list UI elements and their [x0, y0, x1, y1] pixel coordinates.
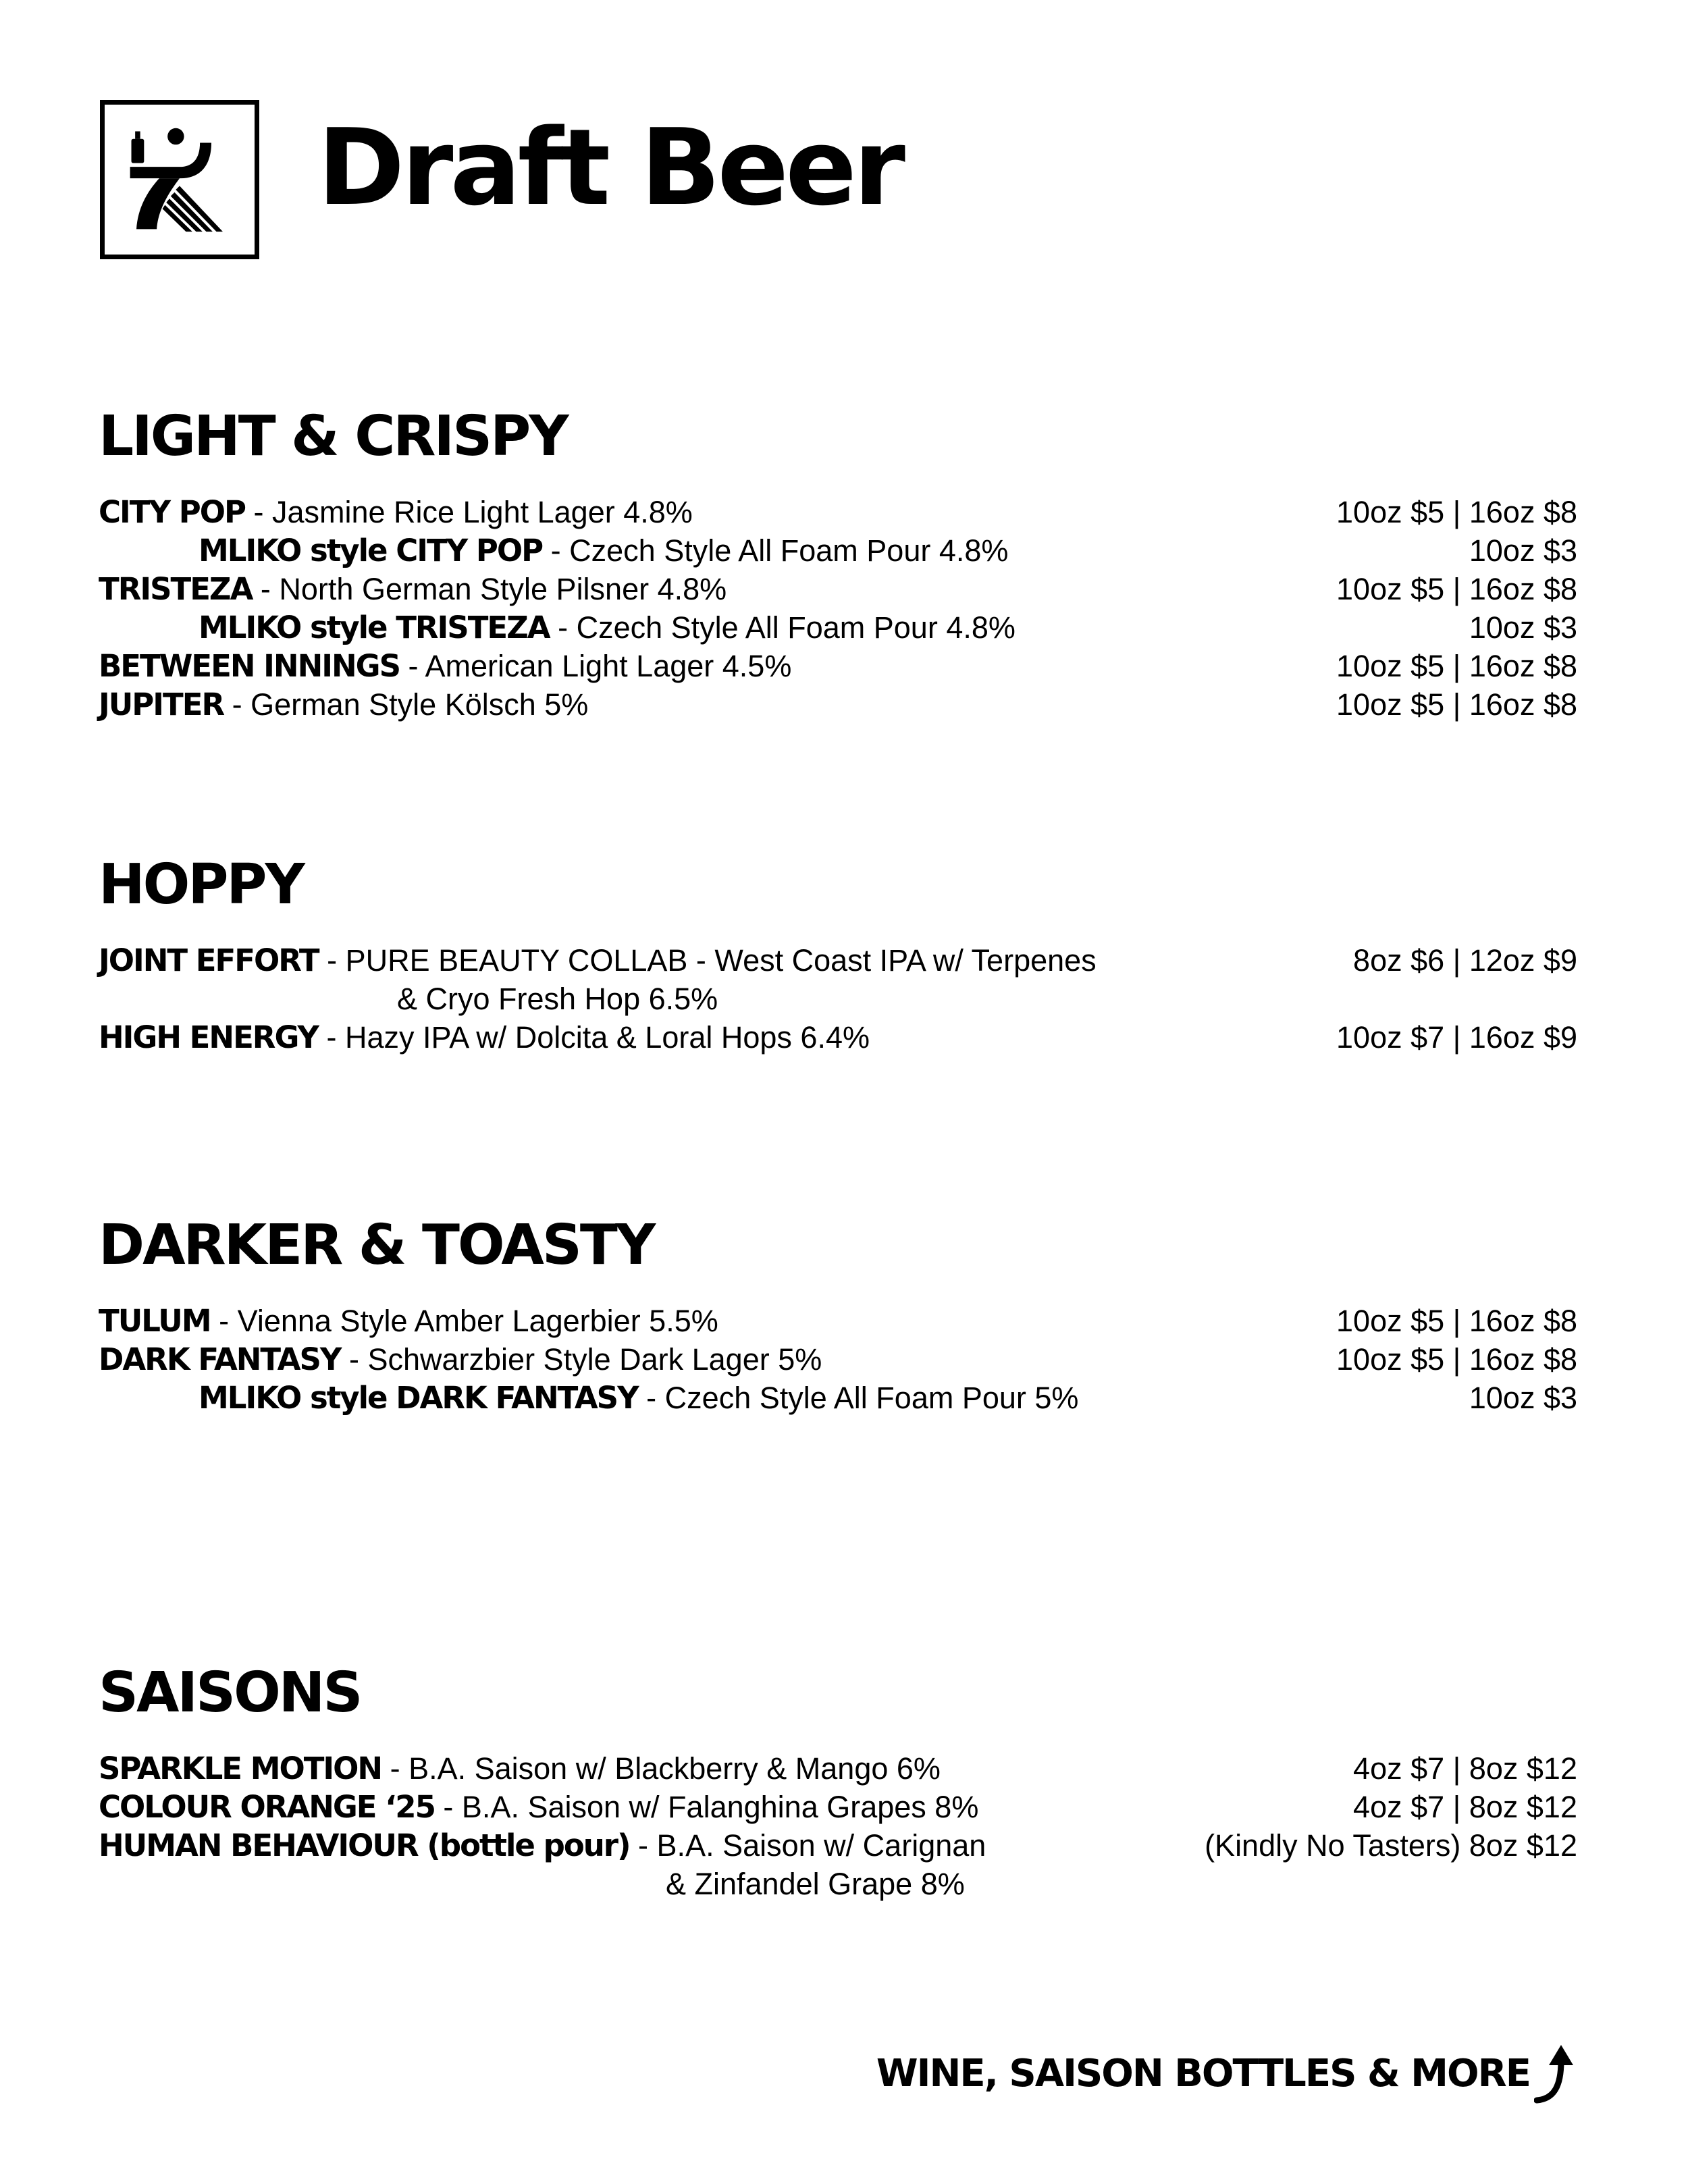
item-description: Schwarzbier Style Dark Lager 5% [367, 1342, 822, 1377]
item-separator: - [400, 649, 425, 683]
menu-item [99, 685, 1577, 724]
menu-item [99, 1788, 1577, 1826]
item-separator: - [549, 610, 577, 645]
item-price: 10oz $5 | 16oz $8 [1336, 495, 1577, 529]
item-name: MLIKO style TRISTEZA [199, 610, 550, 645]
menu-item [99, 1018, 1577, 1057]
item-price: 10oz $5 | 16oz $8 [1336, 572, 1577, 606]
item-name: TULUM [99, 1303, 211, 1339]
bartender-figure-logo-icon [105, 105, 255, 255]
item-separator: - [629, 1828, 657, 1863]
menu-item [99, 1826, 1577, 1903]
logo [100, 100, 259, 259]
section-light-crispy [99, 404, 1577, 724]
item-separator: - [318, 943, 346, 978]
menu-item [99, 1302, 1577, 1340]
item-name: HIGH ENERGY [99, 1019, 318, 1055]
item-name: HUMAN BEHAVIOUR (bottle pour) [99, 1828, 630, 1863]
item-name: BETWEEN INNINGS [99, 648, 400, 684]
item-separator: - [637, 1381, 665, 1415]
menu-item [99, 493, 1577, 531]
item-separator: - [244, 495, 272, 529]
menu-item [99, 1340, 1577, 1379]
item-name: JUPITER [99, 687, 224, 722]
item-description: Jasmine Rice Light Lager 4.8% [271, 495, 693, 529]
page-title: Draft Beer [317, 106, 902, 229]
menu-item-sub [99, 531, 1577, 570]
section-title: HOPPY [99, 853, 303, 917]
item-name: TRISTEZA [99, 571, 253, 607]
item-name: DARK FANTASY [99, 1341, 341, 1377]
item-name: JOINT EFFORT [99, 942, 319, 978]
menu-item [99, 1749, 1577, 1788]
item-price: 10oz $3 [1469, 1381, 1577, 1415]
item-separator: - [542, 533, 570, 568]
item-description: Czech Style All Foam Pour 4.8% [569, 533, 1009, 568]
item-name: MLIKO style CITY POP [199, 533, 543, 568]
section-title: SAISONS [99, 1661, 361, 1725]
item-price: (Kindly No Tasters) 8oz $12 [1205, 1828, 1577, 1863]
item-price: 10oz $3 [1469, 533, 1577, 568]
section-saisons [99, 1661, 1577, 1903]
item-description: B.A. Saison w/ Carignan [656, 1828, 986, 1863]
menu-item-sub [99, 608, 1577, 647]
item-separator: - [340, 1342, 368, 1377]
section-title: DARKER & TOASTY [99, 1213, 654, 1277]
item-description: B.A. Saison w/ Blackberry & Mango 6% [408, 1751, 941, 1786]
item-separator: - [210, 1304, 238, 1338]
item-description-continued: & Cryo Fresh Hop 6.5% [397, 982, 718, 1016]
section-darker-toasty [99, 1213, 1577, 1417]
item-separator: - [318, 1020, 345, 1055]
section-title: LIGHT & CRISPY [99, 404, 567, 469]
item-description: Hazy IPA w/ Dolcita & Loral Hops 6.4% [345, 1020, 870, 1055]
item-description-continued: & Zinfandel Grape 8% [666, 1867, 965, 1901]
item-description: German Style Kölsch 5% [250, 687, 589, 722]
item-price: 10oz $5 | 16oz $8 [1336, 1304, 1577, 1338]
item-description: PURE BEAUTY COLLAB - West Coast IPA w/ Terpenes [345, 943, 1097, 978]
item-description: North German Style Pilsner 4.8% [279, 572, 727, 606]
item-separator: - [252, 572, 280, 606]
menu-item [99, 941, 1577, 1018]
item-name: MLIKO style DARK FANTASY [199, 1380, 638, 1416]
item-price: 4oz $7 | 8oz $12 [1353, 1790, 1577, 1824]
item-description: Czech Style All Foam Pour 4.8% [576, 610, 1016, 645]
item-price: 10oz $5 | 16oz $8 [1336, 1342, 1577, 1377]
section-hoppy [99, 853, 1577, 1057]
item-description: Czech Style All Foam Pour 5% [664, 1381, 1079, 1415]
item-name: SPARKLE MOTION [99, 1751, 382, 1786]
item-price: 10oz $5 | 16oz $8 [1336, 687, 1577, 722]
item-description: American Light Lager 4.5% [425, 649, 792, 683]
footer-text: WINE, SAISON BOTTLES & MORE [876, 2051, 1530, 2096]
menu-item [99, 570, 1577, 608]
item-price: 10oz $5 | 16oz $8 [1336, 649, 1577, 683]
item-price: 10oz $3 [1469, 610, 1577, 645]
item-separator: - [223, 687, 251, 722]
item-description: B.A. Saison w/ Falanghina Grapes 8% [461, 1790, 979, 1824]
menu-item [99, 647, 1577, 685]
item-name: CITY POP [99, 494, 245, 530]
item-name: COLOUR ORANGE ‘25 [99, 1789, 435, 1825]
item-separator: - [434, 1790, 462, 1824]
item-price: 8oz $6 | 12oz $9 [1353, 943, 1577, 978]
item-price: 10oz $7 | 16oz $9 [1336, 1020, 1577, 1055]
item-description: Vienna Style Amber Lagerbier 5.5% [237, 1304, 718, 1338]
menu-item-sub [99, 1379, 1577, 1417]
footer-link[interactable] [876, 2038, 1579, 2108]
item-price: 4oz $7 | 8oz $12 [1353, 1751, 1577, 1786]
item-separator: - [381, 1751, 409, 1786]
curved-up-arrow-icon [1534, 2038, 1579, 2108]
